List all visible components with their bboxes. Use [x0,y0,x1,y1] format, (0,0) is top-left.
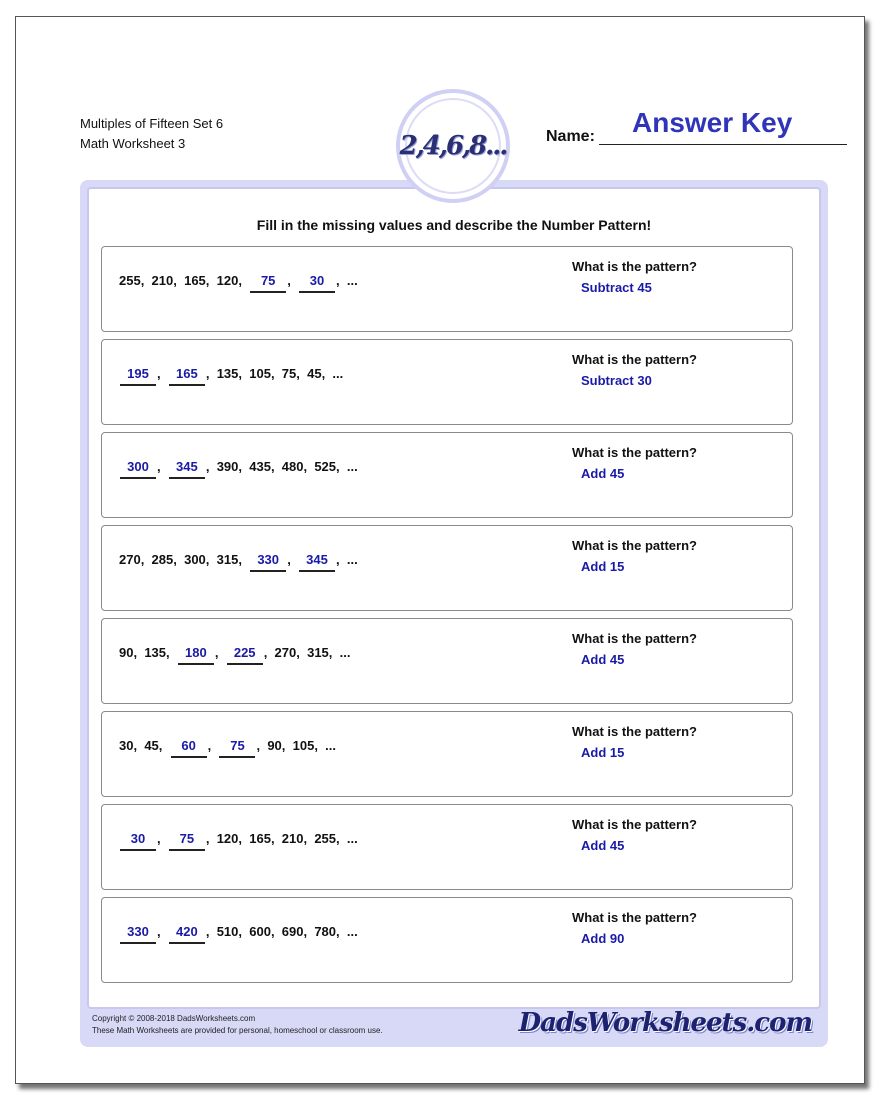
term-separator: , [303,459,315,474]
sequence-term: 255 [314,831,337,846]
term-separator: , [281,738,293,753]
sequence-term: 300 [184,552,206,567]
sequence-term: 315 [307,645,329,660]
term-separator: , [270,831,282,846]
answer-blank[interactable]: 75 [250,273,286,293]
problems-panel [87,187,821,1009]
sequence-ellipsis: ... [346,924,358,939]
pattern-question: What is the pattern? [572,724,697,739]
problem-box [101,432,793,518]
answer-blank[interactable]: 165 [169,366,205,386]
answer-blank[interactable]: 30 [299,273,335,293]
term-separator: , [157,831,168,846]
pattern-answer[interactable]: Add 45 [581,652,625,667]
pattern-answer[interactable]: Add 45 [581,838,625,853]
pattern-answer[interactable]: Subtract 45 [581,280,652,295]
answer-blank[interactable]: 345 [169,459,205,479]
term-separator: , [238,366,250,381]
sequence-term: 510 [216,924,239,939]
instructions: Fill in the missing values and describe the Number Pattern! [256,217,652,233]
answer-key-label: Answer Key [632,107,793,138]
term-separator: , [263,645,275,660]
sequence-term: 270 [119,552,141,567]
term-separator: , [140,273,152,288]
answer-blank[interactable]: 75 [169,831,205,851]
number-sequence [119,366,343,386]
sequence-ellipsis: ... [325,738,337,753]
term-separator: , [157,459,168,474]
sequence-ellipsis: ... [339,645,351,660]
answer-blank[interactable]: 180 [178,645,214,665]
term-separator: , [256,738,268,753]
term-separator: , [238,273,250,288]
sequence-term: 480 [281,459,304,474]
problem-box [101,339,793,425]
number-sequence [119,831,358,851]
term-separator: , [321,366,333,381]
sequence-term: 120 [216,273,239,288]
sequence-term: 105 [292,738,315,753]
term-separator: , [336,459,347,474]
sequence-term: 525 [314,459,337,474]
problems-frame [80,180,828,1047]
name-line [599,144,847,145]
term-separator: , [296,366,308,381]
problem-box [101,804,793,890]
term-separator: , [205,459,217,474]
name-label: Name: [546,128,595,145]
term-separator: , [133,738,145,753]
pattern-answer[interactable]: Add 90 [581,931,625,946]
term-separator: , [336,552,347,567]
number-sequence [119,552,358,572]
answer-blank[interactable]: 300 [120,459,156,479]
sequence-term: 75 [281,366,297,381]
number-sequence [119,738,336,758]
sequence-term: 210 [151,273,174,288]
sequence-term: 690 [281,924,304,939]
sequence-term: 315 [216,552,239,567]
pattern-question: What is the pattern? [572,445,697,460]
dadsworksheets-logo: DadsWorksheets.com [518,1008,812,1038]
term-separator: , [205,273,217,288]
sequence-term: 780 [314,924,337,939]
pattern-answer[interactable]: Subtract 30 [581,373,652,388]
sequence-term: 165 [184,273,206,288]
number-sequence [119,459,358,479]
term-separator: , [287,273,299,288]
copyright-text: Copyright © 2008-2018 DadsWorksheets.com [92,1014,256,1023]
term-separator: , [205,831,217,846]
sequence-ellipsis: ... [332,366,344,381]
term-separator: , [303,924,315,939]
answer-blank[interactable]: 330 [120,924,156,944]
term-separator: , [270,459,282,474]
sequence-term: 90 [119,645,134,660]
pattern-question: What is the pattern? [572,817,697,832]
sequence-term: 210 [281,831,304,846]
term-separator: , [205,924,217,939]
sequence-term: 435 [249,459,271,474]
term-separator: , [133,645,145,660]
sequence-term: 120 [216,831,239,846]
problem-box [101,711,793,797]
pattern-question: What is the pattern? [572,910,697,925]
term-separator: , [238,552,250,567]
sequence-term: 30 [119,738,134,753]
sequence-ellipsis: ... [346,552,358,567]
problem-box [101,897,793,983]
sequence-term: 45 [307,366,322,381]
term-separator: , [173,552,185,567]
term-separator: , [205,552,217,567]
sequence-term: 600 [249,924,271,939]
answer-blank[interactable]: 195 [120,366,156,386]
problem-box [101,618,793,704]
pattern-answer[interactable]: Add 15 [581,745,625,760]
pattern-question: What is the pattern? [572,259,697,274]
term-separator: , [238,831,250,846]
term-separator: , [328,645,340,660]
number-sequence [119,645,350,665]
answer-blank[interactable]: 345 [299,552,335,572]
answer-blank[interactable]: 30 [120,831,156,851]
term-separator: , [166,645,177,660]
sequence-term: 105 [249,366,271,381]
problem-box [101,525,793,611]
answer-blank[interactable]: 330 [250,552,286,572]
term-separator: , [238,924,250,939]
term-separator: , [296,645,308,660]
answer-blank[interactable]: 75 [219,738,255,758]
sequence-term: 270 [274,645,297,660]
footer-copyright [92,1013,383,1037]
number-sequence [119,924,358,944]
term-separator: , [336,273,347,288]
problem-box [101,246,793,332]
sequence-term: 90 [267,738,282,753]
sequence-logo-text: 2,4,6,8... [399,131,507,161]
term-separator: , [238,459,250,474]
term-separator: , [336,831,347,846]
term-separator: , [270,366,282,381]
term-separator: , [205,366,217,381]
sequence-term: 285 [151,552,174,567]
pattern-answer[interactable]: Add 45 [581,466,625,481]
sequence-ellipsis: ... [346,273,358,288]
pattern-question: What is the pattern? [572,631,697,646]
number-sequence [119,273,358,293]
term-separator: , [140,552,152,567]
term-separator: , [287,552,299,567]
pattern-question: What is the pattern? [572,352,697,367]
sequence-term: 390 [216,459,239,474]
pattern-answer[interactable]: Add 15 [581,559,625,574]
term-separator: , [157,924,168,939]
sequence-term: 165 [249,831,271,846]
sequence-term: 255 [119,273,141,288]
term-separator: , [303,831,315,846]
answer-blank[interactable]: 60 [171,738,207,758]
term-separator: , [314,738,326,753]
term-separator: , [270,924,282,939]
sequence-logo [396,89,510,203]
title-line-1: Multiples of Fifteen Set 6 [80,116,224,131]
usage-notice: These Math Worksheets are provided for personal, homeschool or classroom use. [92,1026,383,1035]
term-separator: , [336,924,347,939]
term-separator: , [207,738,219,753]
answer-blank[interactable]: 420 [169,924,205,944]
term-separator: , [157,366,168,381]
worksheet-title [80,114,223,154]
answer-blank[interactable]: 225 [227,645,263,665]
term-separator: , [173,273,185,288]
sequence-term: 135 [144,645,167,660]
sequence-ellipsis: ... [346,459,358,474]
sequence-term: 135 [216,366,239,381]
pattern-question: What is the pattern? [572,538,697,553]
term-separator: , [158,738,170,753]
title-line-2: Math Worksheet 3 [80,136,186,151]
term-separator: , [214,645,226,660]
sequence-logo-inner [399,98,507,194]
sequence-ellipsis: ... [346,831,358,846]
sequence-term: 45 [144,738,159,753]
worksheet-page [15,16,865,1084]
